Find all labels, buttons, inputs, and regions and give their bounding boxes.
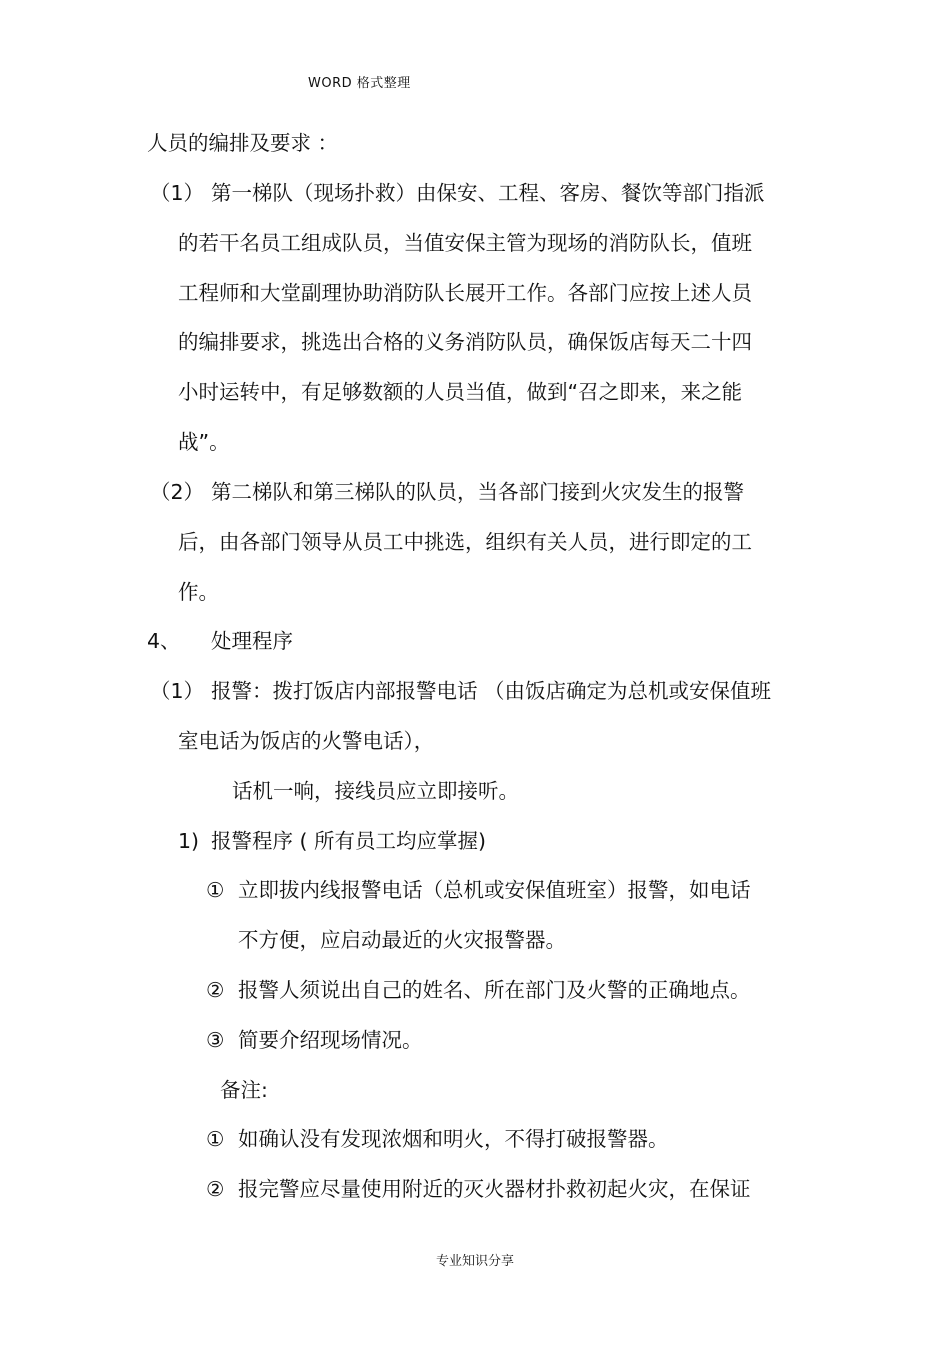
- paragraph-line: 小时运转中，有足够数额的人员当值，做到“召之即来，来之能: [178, 380, 743, 404]
- paragraph-line: 第一梯队（现场扑救）由保安、工程、客房、餐饮等部门指派: [211, 181, 765, 205]
- paragraph-line: 的若干名员工组成队员，当值安保主管为现场的消防队长，值班: [178, 231, 752, 255]
- paragraph-line: 工程师和大堂副理协助消防队长展开工作。各部门应按上述人员: [178, 281, 752, 305]
- sub-item-number: 1): [178, 829, 200, 853]
- circled-number: ②: [206, 978, 225, 1002]
- sub-item-heading: 报警程序 ( 所有员工均应掌握): [211, 829, 487, 853]
- paragraph-line: 的编排要求，挑选出合格的义务消防队员，确保饭店每天二十四: [178, 330, 752, 354]
- paragraph-line: 简要介绍现场情况。: [238, 1028, 423, 1052]
- list-item-number: （2）: [150, 480, 205, 504]
- paragraph-line: 第二梯队和第三梯队的队员，当各部门接到火灾发生的报警: [211, 480, 744, 504]
- paragraph-line: 立即拔内线报警电话（总机或安保值班室）报警，如电话: [238, 878, 751, 902]
- paragraph-line: 作。: [178, 580, 219, 604]
- paragraph-line: 战”。: [178, 430, 230, 454]
- section-heading: 处理程序: [211, 629, 293, 653]
- paragraph-line: 后，由各部门领导从员工中挑选，组织有关人员，进行即定的工: [178, 530, 752, 554]
- paragraph-line: 报警人须说出自己的姓名、所在部门及火警的正确地点。: [238, 978, 751, 1002]
- paragraph-line: 不方便，应启动最近的火灾报警器。: [238, 928, 566, 952]
- circled-number: ③: [206, 1028, 225, 1052]
- note-label: 备注:: [220, 1078, 268, 1102]
- paragraph-line: 如确认没有发现浓烟和明火，不得打破报警器。: [238, 1127, 669, 1151]
- section-number: 4、: [147, 629, 181, 653]
- circled-number: ②: [206, 1177, 225, 1201]
- list-item-number: （1）: [150, 679, 205, 703]
- page-header: WORD 格式整理: [308, 76, 411, 91]
- paragraph-line: 报完警应尽量使用附近的灭火器材扑救初起火灾，在保证: [238, 1177, 751, 1201]
- section-heading: 人员的编排及要求 ：: [147, 131, 339, 155]
- paragraph-line: 话机一响，接线员应立即接听。: [232, 779, 519, 803]
- paragraph-line: 室电话为饭店的火警电话），: [178, 729, 435, 753]
- paragraph-line: 报警：拨打饭店内部报警电话 （由饭店确定为总机或安保值班: [211, 679, 772, 703]
- page-footer: 专业知识分享: [435, 1254, 514, 1269]
- circled-number: ①: [206, 878, 225, 902]
- circled-number: ①: [206, 1127, 225, 1151]
- list-item-number: （1）: [150, 181, 205, 205]
